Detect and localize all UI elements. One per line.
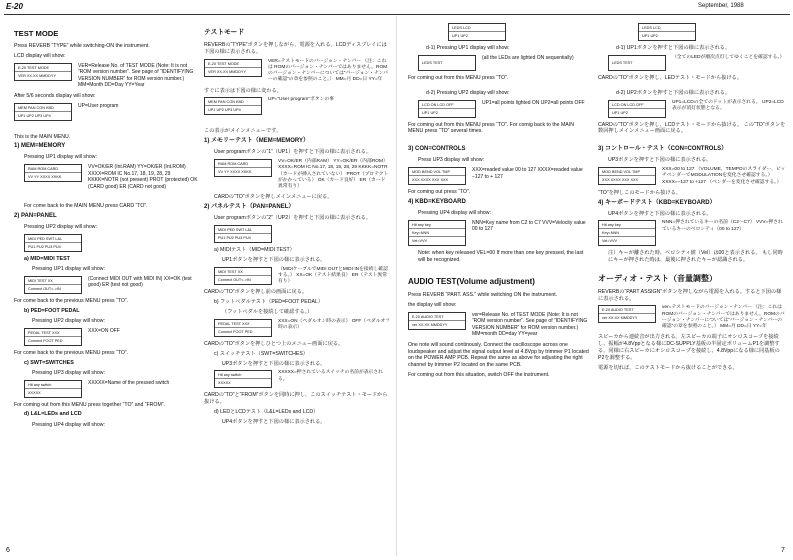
lcd-note: XXX=readed value 00 to 127 XXXX=readed value −127 to + 127 xyxy=(472,167,583,180)
lcd-back-text: For coming out from this MENU press “TO”. For comig back to the MAIN MENU press “TO” several times. xyxy=(408,121,574,135)
lcd-line-1: RAM ROM CARD xyxy=(215,160,271,168)
midi-back-text: For come back to the previous MENU press “TO”. xyxy=(14,297,129,304)
leds-test-step: d-1) Pressing UP1 display will show: xyxy=(426,45,510,51)
lcd-line-1: Hit any switch xyxy=(25,381,81,389)
lcd-line-1: PEDAL TEST XXX xyxy=(25,329,81,337)
lcd-figure-switch xyxy=(14,380,198,398)
column-japanese-right xyxy=(598,20,786,375)
lcd-line-1: MIDI TEST XX xyxy=(25,277,81,285)
lcd-figure-audio-jp xyxy=(598,305,786,330)
lcd-note: (Connect MIDI OUT with MIDI IN) XX=OK (test good) ER (test not good) xyxy=(88,275,192,289)
lcd-note: （MIDIケーブルでMIDI OUTとMIDI INを接続し確認する。） XX=OK（テスト結果良） ER（テスト異常有り） xyxy=(278,266,388,285)
lcd-figure-keyboard-jp xyxy=(598,220,786,246)
header-rule xyxy=(4,14,790,15)
lcd-line-2: UP1 UP2 UP3 UP4 xyxy=(18,113,51,118)
column-english-left xyxy=(14,27,198,431)
lcd-line-1: MIDI TEST XX xyxy=(215,268,271,276)
lcd-display-panel xyxy=(24,234,82,252)
main-menu-text: This is the MAIN MENU. xyxy=(14,133,71,140)
column-english-right xyxy=(408,20,590,382)
lcd-display xyxy=(24,164,82,182)
switch-back-text-jp: CARDの“TO”と“FROM”ボタンを同時に押し、このスイッチテスト・モードから抜ける。 xyxy=(204,392,388,406)
keyboard-section-title: 4) KBD=KEYBOARD xyxy=(408,198,466,205)
lcd-line-2: Key=NNN xyxy=(599,229,655,237)
switch-test-title: c) SWT=SWITCHES xyxy=(24,359,74,366)
back-to-main-text: For come back to the MAIN MENU press CARD “TO”. xyxy=(24,203,148,210)
switch-test-text-jp: UP3ボタンを押すと下図の様に表示される。 xyxy=(222,360,326,367)
lcd-line-1: E-20 AUDIO TEST xyxy=(599,306,655,314)
lcd-figure-leds-test xyxy=(408,55,590,71)
led-lcd-test-title-jp: d) LEDとLCDテスト（L&L=LEDs and LCD） xyxy=(214,409,319,416)
audio-test-text: One note will sound continously. Connect the oscilloscope across one loudspeaker and adjust the signal output level at 4.8Vpp by trimmer P1 located on the POWER AMP PCB. Repeat the same as above for adjusting the right channel by trimmer P2 located on the same PCB. xyxy=(408,341,589,369)
memory-section-title: 1) MEM=MEMORY xyxy=(14,143,66,150)
keyboard-note-jp: 注）キーが離された時、ベロシティ値（Vel）は00と表示される。 もし同時にキーが押された時は、最後に押されたキーが認識される。 xyxy=(608,250,783,264)
lcd-display xyxy=(14,103,72,121)
lcd-display xyxy=(24,328,82,346)
lcd-line-3: Vel=VVV xyxy=(602,239,618,244)
controls-back-text: For coming out press “TO”. xyxy=(408,189,471,196)
memory-section-text: Pressing UP1 display will show: xyxy=(24,154,97,161)
lcd-display-panel-jp xyxy=(214,225,272,243)
panel-section-text: Pressing UP2 display will show: xyxy=(24,223,97,230)
audio-test-intro-jp: REVERBの“PART ASSIGN”ボタンを押しながら電源を入れる。すると下図の様に表示される。 xyxy=(598,288,782,302)
lcd-line-1: MIDI PED SWT L&L xyxy=(25,235,81,243)
page-number-left: 6 xyxy=(6,547,10,554)
led-lcd-test-text-jp: UP4ボタンを押すと下図の様に表示される。 xyxy=(222,419,326,426)
led-lcd-test-text: Pressing UP4 display will show: xyxy=(32,421,105,428)
controls-section-title: 3) CON=CONTROLS xyxy=(408,146,466,153)
lcd-figure-memory xyxy=(14,164,198,190)
column-japanese-left xyxy=(204,27,390,429)
lcd-figure-lcd-test xyxy=(408,100,590,118)
lcd-figure-midi-jp xyxy=(204,267,390,286)
midi-test-title-jp: a) MIDIテスト（MID=MIDI TEST） xyxy=(214,246,295,253)
test-mode-title-jp: テストモード xyxy=(204,29,245,36)
memory-section-text-jp: User programボタンの“1”（UP1）を押すと下図の様に表示される。 xyxy=(214,149,372,156)
lcd-figure-main-menu xyxy=(14,103,198,121)
lcd-note: XXXXX=押されているスイッチの名前が表示される。 xyxy=(278,370,383,382)
audio-back-text: For coming out from this situation, switch OFF the instrument. xyxy=(408,372,550,379)
page-gutter xyxy=(396,16,397,556)
lcd-note: ver=テストモードのバージョン・ナンバー （注：これは ROMのバージョン・ナンバーではありません。ROMのバージョン・ナンバーについては“バージョン・ナンバーの確認”の章を参照のこと。） MM=月 DD=日 YY=年 xyxy=(662,305,785,330)
lcd-test-step: d-2) Pressing UP2 display will show: xyxy=(426,89,510,96)
lcd-figure-keyboard xyxy=(408,220,590,246)
lcd-line-2: UP1 UP2 UP3 UP4 xyxy=(208,108,241,113)
test-mode-intro-jp: REVERBの“TYPE”ボタンを押しながら、電源を入れる。LCDディスプレイには下図の様に表示される。 xyxy=(204,41,387,55)
pedal-test-text-jp: （フットペダルを接続して確認する。） xyxy=(222,309,313,316)
lcd-figure-pedal xyxy=(14,328,198,346)
lcd-figure-leds-test-jp xyxy=(598,55,786,71)
lcd-figure-switch-jp xyxy=(204,370,390,388)
lcd-line-2: UP1 UP2 xyxy=(642,34,658,38)
audio-show-label: the display will show: xyxy=(408,301,457,308)
switch-test-title-jp: c) スイッチテスト（SWT=SWITCHES） xyxy=(214,350,308,357)
lcd-display xyxy=(24,276,82,294)
lcd-display xyxy=(214,319,272,337)
lcd-note: XXX=ON（ペダルオン時の表示） OFF（ペダルオフ時の表示） xyxy=(278,318,390,331)
lcd-line-2: UP1 UP2 xyxy=(612,110,628,115)
lcd-figure-pedal-jp xyxy=(204,319,390,337)
after-seconds-text: After 5/6 seconds display will show: xyxy=(14,92,96,99)
audio-test-text-jp: スピーカから連続音が出力される。左スピーカの端子にオシロスコープを接続し、振幅が4.8Vppとなる様にDC-SUPPLY基板の半固定ボリュームP1を調整する。同様に右スピーカにオシロスコープを接続し、4.8Vppになる様に同基板のP2を調整する。 xyxy=(598,334,780,361)
lcd-line-2: VER XX.XX MMDDYY xyxy=(208,69,246,74)
lcd-note: UP=User program xyxy=(78,102,119,109)
lcd-line-1: MOD BEND VOL TMP xyxy=(409,168,465,176)
lcd-display xyxy=(204,59,262,77)
controls-section-text: Press UP3 display will show: xyxy=(418,157,485,164)
lcd-line-1: RAM ROM CARD xyxy=(25,165,81,173)
midi-test-text-jp: UP1ボタンを押すと下図の様に表示される。 xyxy=(222,256,326,263)
midi-test-title: a) MID=MIDI TEST xyxy=(24,255,70,262)
lcd-line-1: E-20 TEST MODE xyxy=(205,60,261,68)
test-mode-title: TEST MODE xyxy=(14,29,59,38)
lcd-display xyxy=(214,267,272,285)
lcd-line-2: Connect FOOT PED xyxy=(28,338,63,343)
lcd-line-1: MEM PAN CON KBD xyxy=(205,98,261,106)
lcd-note: UP1=all points lighted ON UP2=all points OFF xyxy=(482,99,585,106)
lcd-line-2: Connect OUT<->IN xyxy=(28,286,61,291)
lcd-line-2: XXXXX xyxy=(218,381,231,386)
lcd-display xyxy=(408,220,466,246)
lcd-note: VER=Release No. of TEST MODE (Note: It is not “ROM version number”. See page of “IDENTIFYING VERSION NUMBER” for ROM version number.) MM=Month DD=Day YY=Year xyxy=(78,62,194,89)
controls-section-title-jp: 3) コントロール・テスト（CON=CONTROLS） xyxy=(598,146,728,153)
lcd-figure-lcd-test-jp xyxy=(598,100,786,118)
lcd-display-leds-lcd xyxy=(448,23,506,41)
switch-test-text: Pressing UP3 display will show: xyxy=(32,369,105,376)
keyboard-note: Note: when key released VEL=00 If more than one key pressed, the last will be recognized. xyxy=(418,249,584,263)
lcd-display xyxy=(598,167,656,185)
audio-test-title: AUDIO TEST(Volume adjustment) xyxy=(408,277,535,287)
lcd-figure-main-menu-jp xyxy=(204,97,390,115)
panel-section-text-jp: User programボタンの“2”（UP2）を押すと下図の様に表示される。 xyxy=(214,215,372,222)
lcd-line-2: XXX XXXX XXX XXX xyxy=(412,178,449,183)
pedal-test-title-jp: b) フットペダルテスト（PED=FOOT PEDAL） xyxy=(214,299,324,306)
lcd-line-1: PEDAL TEST XXX xyxy=(215,320,271,328)
lcd-line-1: Hit any switch xyxy=(215,371,271,379)
manual-code: E-20 xyxy=(6,2,23,11)
lcd-figure-midi xyxy=(14,276,198,294)
lcd-line-2: VER XX.XX MMDDYY xyxy=(18,73,56,78)
lcd-show-label: LCD display will show: xyxy=(14,52,66,59)
audio-test-title-jp: オーディオ・テスト（音量調整） xyxy=(598,274,718,284)
pedal-back-text-jp: CARDの“TO”ボタンを押しひとつ上のメニュー画面に戻る。 xyxy=(204,340,344,347)
panel-section-title: 2) PAN=PANEL xyxy=(14,213,57,220)
main-menu-text-jp: この表示がメインメニューです。 xyxy=(204,128,282,135)
audio-test-intro: Press REVERB “PART. ASS.” while switching ON the instrument. xyxy=(408,291,558,298)
midi-test-text: Pressing UP1 display will show: xyxy=(32,265,105,272)
lcd-display xyxy=(24,380,82,398)
keyboard-section-title-jp: 4) キーボードテスト（KBD=KEYBOARD） xyxy=(598,199,716,206)
lcd-line-2: UP1 UP2 xyxy=(422,110,438,115)
lcd-line-1: E-20 AUDIO TEST xyxy=(409,313,465,321)
lcd-display xyxy=(418,55,476,71)
memory-section-title-jp: 1) メモリーテスト（MEM=MEMORY） xyxy=(204,138,310,145)
lcd-note: XXXXX=Name of the pressed switch xyxy=(88,379,170,386)
keyboard-section-text-jp: UP4ボタンを押すと下図の様に表示される。 xyxy=(608,210,712,217)
leds-back-text-jp: CARDの“TO”ボタンを押し、LEDテスト・モードから抜ける。 xyxy=(598,74,742,81)
panel-section-title-jp: 2) パネルテスト（PAN=PANEL） xyxy=(204,204,295,211)
test-mode-intro: Press REVERB “TYPE” while switching-ON the instrument. xyxy=(14,43,150,50)
led-lcd-test-title: d) L&L=LEDs and LCD xyxy=(24,411,82,418)
pedal-test-text: Pressing UP2 display will show: xyxy=(32,317,105,324)
lcd-display-leds-lcd-jp xyxy=(638,23,696,41)
lcd-note: VV=OK/ER（内部RAM） YY=OK/ER（内部ROM） XXXX=ROM IC No.17, 18, 19, 28, 29 KKKK=NOTR（カードが挿入されていない） PROT（プロテクトがかかっている） OK（カード良好） ER（カード異常有り） xyxy=(278,159,389,190)
lcd-display xyxy=(608,55,666,71)
lcd-figure-memory-jp xyxy=(204,159,390,190)
lcd-line-2: XXXXX xyxy=(28,390,41,395)
lcd-figure-test-mode xyxy=(14,63,198,89)
lcd-line-2: ver XX.XX MMDDYY xyxy=(602,316,638,321)
midi-back-text-jp: CARDの“TO”ボタンを押し前の画面に戻る。 xyxy=(204,289,308,296)
lcd-line-1: Hit any key xyxy=(599,221,655,229)
lcd-display xyxy=(598,220,656,246)
lcd-display xyxy=(14,63,72,81)
leds-test-step-jp: d-1) UP1ボタンを押すと下図の様に表示される。 xyxy=(616,45,731,51)
lcd-line-1: LEDS TEST xyxy=(422,60,443,65)
lcd-line-2: ver XX.XX MMDDYY xyxy=(412,322,448,327)
audio-back-text-jp: 電源を切れば、このテストモードから抜けることができる。 xyxy=(598,364,738,371)
lcd-back-text-jp: CARDの“TO”ボタンを押し、LCDテスト・モードから抜ける。 この“TO”ボタンを数回押しメインメニュー画面に戻る。 xyxy=(598,121,786,135)
lcd-display xyxy=(598,305,656,323)
lcd-note: UP1=LCDの全てのドットが表示される。 UP2=LCD表示が消灯状態となる。 xyxy=(672,99,784,111)
back-to-main-text-jp: CARDの“TO”ボタンを押しメインメニューに戻る。 xyxy=(214,194,333,201)
lcd-line-2: Connect OUT<->IN xyxy=(218,277,251,282)
lcd-note: NNN=押されているキーの名前（C2〜C7） VVV=押されているキーのベロシティ（00 to 127） xyxy=(662,220,783,232)
lcd-line-2: PU1 PU2 PU3 PU4 xyxy=(218,235,251,240)
lcd-note: (all the LEDs are lighted ON sequentially) xyxy=(482,54,574,61)
lcd-note: XXX=00 to 127 （VOLUME、TEMPOのスライダー、ピッチベンダーでMODULATIONを変化させ確認する。） XXXX=−127 to +127 （ベンダーを変化させ確認する。） xyxy=(662,167,786,185)
lcd-display xyxy=(608,100,666,118)
keyboard-section-text: Pressing UP4 display will show: xyxy=(418,209,491,216)
lcd-note: VV=OK/ER (Int.RAM) YY=OK/ER (Int.ROM) XXXX=ROM IC No.17, 18, 19, 28, 29 KKKK=NOTR (not present) PROT (protected) OK (CARD good) ER (CARD not good) xyxy=(88,164,198,190)
lcd-line-1: MOD BEND VOL TMP xyxy=(599,168,655,176)
leds-back-text: For coming out from this MENU press “TO”. xyxy=(408,74,509,81)
lcd-display xyxy=(204,97,262,115)
lcd-note: VER=テストモードのバージョン・ナンバー （注：これは ROMのバージョン・ナンバーではありません。ROMのバージョン・ナンバーについては“バージョン・ナンバーの確認”の章を参照のこと。） MM=月 DD=日 YY=年 xyxy=(268,58,388,83)
controls-section-text-jp: UP3ボタンを押すと下図の様に表示される。 xyxy=(608,157,712,164)
pedal-test-title: b) PED=FOOT PEDAL xyxy=(24,307,80,314)
lcd-line-1: LCD ON LCD OFF xyxy=(609,101,665,109)
lcd-line-2: VV YY XXXX XKKK xyxy=(28,175,62,180)
after-seconds-text-jp: すぐに表示は下図の様に変わる。 xyxy=(204,87,282,94)
switch-back-text: For coming out from this MENU press together “TO” and “FROM”. xyxy=(14,401,165,408)
lcd-line-1: E-20 TEST MODE xyxy=(15,64,71,72)
lcd-note: UP=“User program”ボタンの事 xyxy=(268,97,334,103)
page-number-right: 7 xyxy=(781,547,785,554)
lcd-display xyxy=(214,370,272,388)
lcd-line-2: Key=NNN xyxy=(409,229,465,237)
lcd-display xyxy=(418,100,476,118)
lcd-line-1: LEDS LCD xyxy=(449,24,505,32)
lcd-display xyxy=(408,167,466,185)
lcd-figure-audio xyxy=(408,312,590,338)
lcd-note: （全てのLEDが順次点灯してゆくことを確認する。） xyxy=(672,54,785,60)
lcd-line-1: MEM PAN CON KBD xyxy=(15,104,71,112)
lcd-figure-controls-jp xyxy=(598,167,786,186)
lcd-note: ver=Release No. of TEST MODE (Note: It is not “ROM version number”. See page of “IDENTIFYING VERSION NUMBER” for ROM version number.) MM=month DD=day YY=year xyxy=(472,311,588,338)
lcd-line-2: PU1 PU2 PU3 PU4 xyxy=(28,244,61,249)
lcd-test-step-jp: d-2) UP2ボタンを押すと下図の様に表示される。 xyxy=(616,89,731,96)
publication-date: September, 1988 xyxy=(698,3,744,9)
lcd-line-1: LEDS TEST xyxy=(612,60,633,65)
lcd-line-2: XXX XXXX XXX XXX xyxy=(602,178,639,183)
controls-back-text-jp: “TO”を押しこのモードから抜ける。 xyxy=(598,189,681,196)
lcd-line-2: UP1 UP2 xyxy=(452,34,468,38)
lcd-line-1: LCD ON LCD OFF xyxy=(419,101,475,109)
lcd-display xyxy=(214,159,272,177)
lcd-line-1: MIDI PED SWT L&L xyxy=(215,226,271,234)
lcd-line-2: VV YY XXXX XKKK xyxy=(218,170,252,175)
lcd-figure-controls xyxy=(408,167,590,185)
lcd-line-1: Hit any key xyxy=(409,221,465,229)
lcd-note: XXX=ON OFF xyxy=(88,327,120,334)
lcd-line-2: Connect FOOT PED xyxy=(218,329,253,334)
lcd-line-3: Vel=VVV xyxy=(412,238,428,243)
pedal-back-text: For come back to the previous MENU press “TO”. xyxy=(14,349,129,356)
lcd-figure-test-mode-jp xyxy=(204,59,390,84)
lcd-line-1: LEDS LCD xyxy=(639,24,695,32)
lcd-note: NNN=Key name from C2 to C7 VVV=Velocity value 00 to 127 xyxy=(472,219,586,233)
lcd-display xyxy=(408,312,466,330)
